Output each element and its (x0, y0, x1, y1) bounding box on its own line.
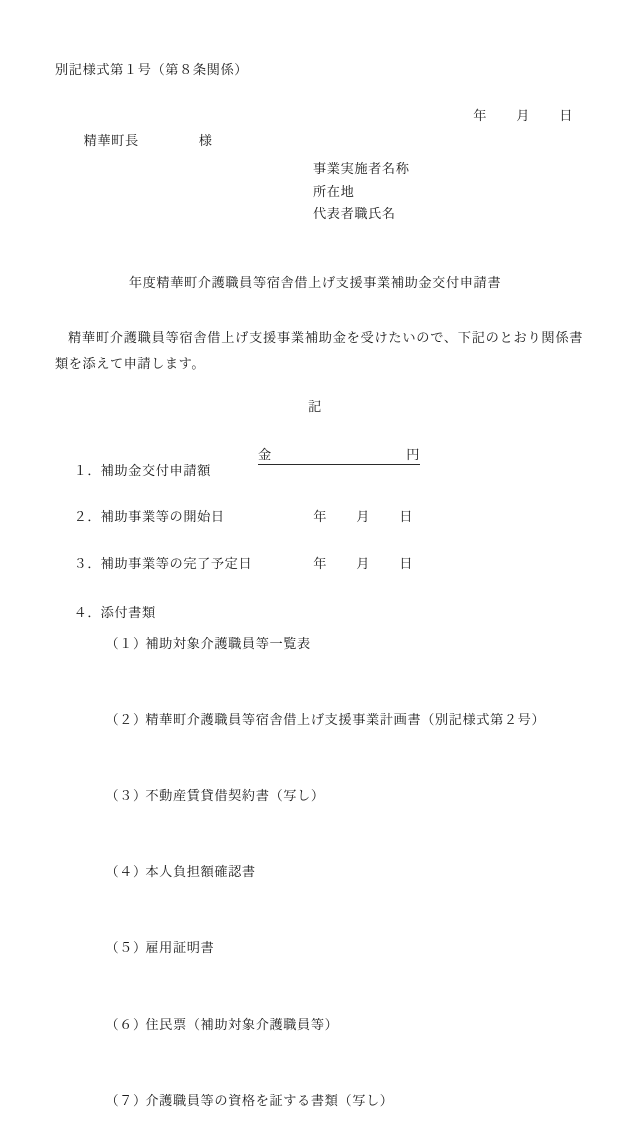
attachment-text: 不動産賃貸借契約書（写し） (145, 788, 325, 804)
list-item (82, 986, 545, 1062)
list-item (82, 834, 545, 910)
list-item (82, 910, 545, 986)
start-date-day: 日 (399, 509, 413, 524)
list-item (82, 1062, 545, 1138)
document-title: 年度精華町介護職員等宿舎借上げ支援事業補助金交付申請書 (128, 275, 502, 290)
applicant-block (313, 158, 410, 226)
amount-prefix: 金 (258, 447, 272, 462)
attachment-text: 精華町介護職員等宿舎借上げ支援事業計画書（別記様式第２号） (145, 712, 546, 728)
amount-suffix: 円 (406, 447, 420, 462)
item-3-label: 補助事業等の完了予定日 (100, 556, 253, 571)
attachment-text: 雇用証明書 (145, 940, 215, 956)
item-2-number: ２． (73, 509, 102, 524)
item-2-start-date (58, 490, 225, 541)
start-date-month: 月 (356, 509, 370, 524)
applicant-address-label: 所在地 (313, 183, 355, 199)
item-4-number: ４． (73, 605, 102, 620)
attachment-text: 介護職員等の資格を証する書類（写し） (145, 1092, 394, 1108)
list-item (82, 758, 545, 834)
attachment-index: （１） (105, 636, 147, 652)
date-header-month: 月 (516, 107, 530, 123)
item-1-number: １． (73, 463, 102, 478)
attachment-list (82, 606, 545, 1138)
applicant-name-label: 事業実施者名称 (313, 161, 410, 176)
form-number: 別記様式第１号（第８条関係） (55, 62, 249, 77)
attachment-index: （３） (105, 788, 147, 804)
start-date-year: 年 (313, 509, 327, 524)
completion-date-month: 月 (356, 556, 370, 571)
attachment-index: （４） (105, 864, 147, 880)
attachment-text: 住民票（補助対象介護職員等） (145, 1016, 339, 1032)
attachment-index: （７） (105, 1092, 147, 1108)
attachment-text: 本人負担額確認書 (145, 864, 256, 880)
item-2-label: 補助事業等の開始日 (100, 509, 225, 524)
item-4-label: 添付書類 (100, 605, 156, 620)
item-1-label: 補助金交付申請額 (100, 463, 211, 478)
completion-date-day: 日 (399, 556, 413, 571)
attachment-text: 補助対象介護職員等一覧表 (145, 636, 311, 652)
body-paragraph: 精華町介護職員等宿舎借上げ支援事業補助金を受けたいので、下記のとおり関係書類を添えて申請します。 (55, 330, 583, 371)
completion-date-year: 年 (313, 556, 327, 571)
date-header-year: 年 (473, 107, 487, 123)
list-item (82, 682, 545, 758)
addressee-recipient: 精華町長 (83, 132, 139, 148)
item-1-subsidy-amount (58, 444, 211, 495)
list-item (82, 606, 545, 682)
attachment-index: （５） (105, 940, 147, 956)
ki-marker: 記 (308, 399, 322, 414)
addressee (68, 111, 213, 170)
date-header-day: 日 (559, 107, 573, 123)
date-header (460, 86, 572, 145)
item-3-completion-date (58, 537, 252, 588)
attachment-index: （２） (105, 712, 147, 728)
attachment-index: （６） (105, 1016, 147, 1032)
addressee-honorific: 様 (198, 132, 213, 148)
applicant-representative-label: 代表者職氏名 (313, 206, 396, 222)
completion-date-field[interactable] (300, 537, 412, 588)
item-3-number: ３． (73, 556, 102, 571)
start-date-field[interactable] (300, 490, 412, 541)
amount-input-field[interactable] (258, 444, 420, 465)
